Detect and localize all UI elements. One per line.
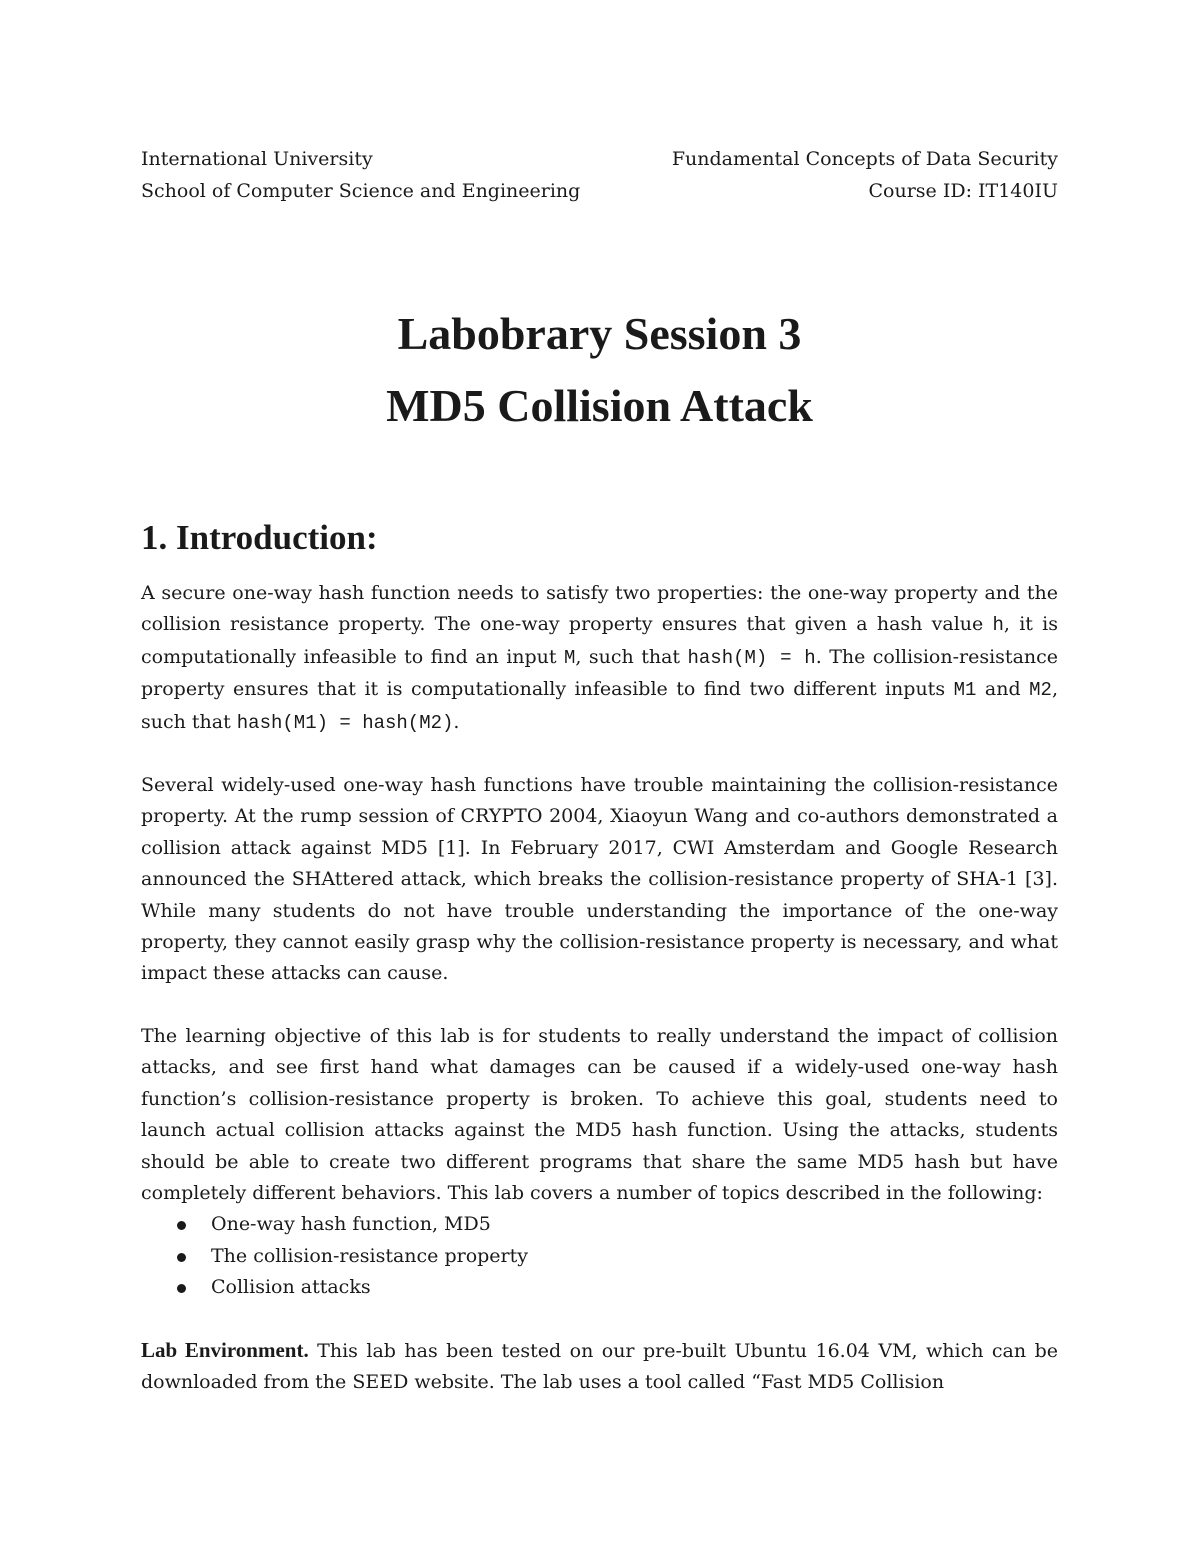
document-title xyxy=(141,298,1058,442)
university-name: International University xyxy=(141,148,373,170)
paragraph-lab-environment: Lab Environment. This lab has been tested on our pre-built Ubuntu 16.04 VM, which can be downloaded from the SEED website. The lab uses a tool called “Fast MD5 Collision xyxy=(141,1337,1058,1393)
list-item: Collision attacks xyxy=(141,1272,1058,1303)
lab-environment-label: Lab Environment. xyxy=(141,1337,309,1362)
code-m: M xyxy=(564,646,576,669)
code-hash-equal: hash(M1) = hash(M2) xyxy=(236,711,454,734)
title-line-2: MD5 Collision Attack xyxy=(386,380,813,431)
header-left xyxy=(141,143,580,207)
code-m1: M1 xyxy=(953,679,977,702)
course-id: Course ID: IT140IU xyxy=(868,180,1058,202)
list-item: The collision-resistance property xyxy=(141,1241,1058,1272)
paragraph-objective: The learning objective of this lab is for students to really understand the impact of collision attacks, and see first hand what damages can be caused if a widely-used one-way hash function’s collision-resistance property is broken. To achieve this goal, students need to launch actual collision attacks against the MD5 hash function. Using the attacks, students should be able to create two different programs that share the same MD5 hash but have completely different behaviors. This lab covers a number of topics described in the following: xyxy=(141,1024,1058,1204)
topics-list xyxy=(141,1209,1058,1303)
list-item: One-way hash function, MD5 xyxy=(141,1209,1058,1240)
code-m2: M2 xyxy=(1029,679,1052,702)
paragraph-history: Several widely-used one-way hash functions have trouble maintaining the collision-resistance property. At the rump session of CRYPTO 2004, Xiaoyun Wang and co-authors demonstrated a collision attack against MD5 [1]. In February 2017, CWI Amsterdam and Google Research announced the SHAttered attack, which breaks the collision-resistance property of SHA-1 [3]. While many students do not have trouble understanding the importance of the one-way property, they cannot easily grasp why the collision-resistance property is necessary, and what impact these attacks can cause. xyxy=(141,774,1058,985)
paragraph-properties: A secure one-way hash function needs to satisfy two properties: the one-way property and the collision resistance property. The one-way property ensures that given a hash value h, it is computationally infeasible to find an input M, such that hash(M) = h. The collision-resistance property ensures that it is computationally infeasible to find two different inputs M1 and M2, such that hash(M1) = hash(M2). xyxy=(141,582,1059,734)
code-hash-m: hash(M) = h xyxy=(687,646,816,669)
bullet-icon xyxy=(177,1221,186,1230)
section-body xyxy=(141,578,1058,1429)
header-right xyxy=(672,143,1058,207)
code-h: h xyxy=(992,614,1004,637)
course-name: Fundamental Concepts of Data Security xyxy=(671,148,1058,170)
school-name: School of Computer Science and Engineering xyxy=(141,180,581,202)
bullet-icon xyxy=(177,1284,186,1293)
title-line-1: Labobrary Session 3 xyxy=(397,308,802,359)
bullet-icon xyxy=(177,1253,186,1262)
section-heading-introduction: 1. Introduction: xyxy=(141,518,378,557)
